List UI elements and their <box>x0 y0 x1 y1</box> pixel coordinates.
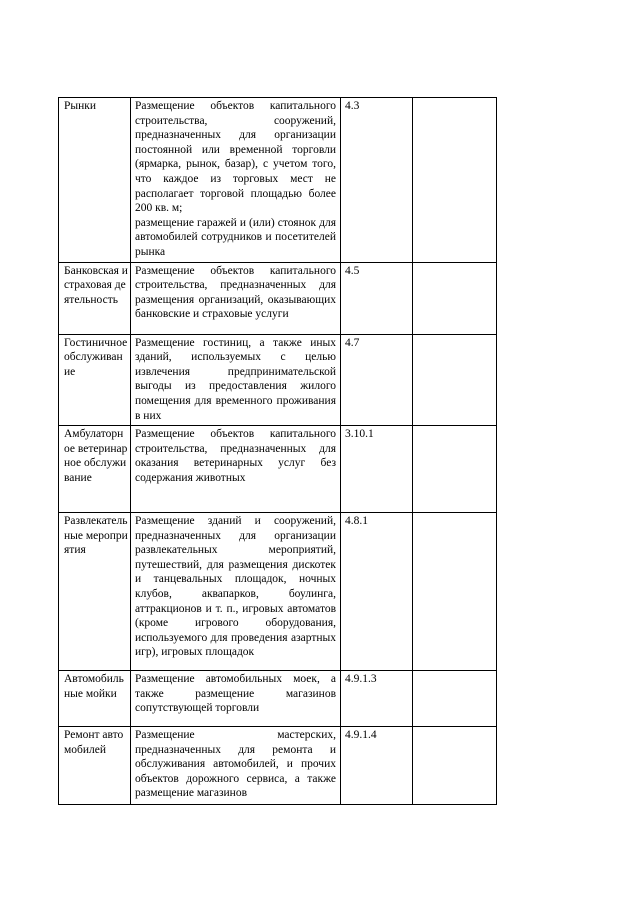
table-body <box>59 98 497 805</box>
table-row <box>59 262 497 334</box>
description-paragraph: Размещение зданий и сооружений, предназначенных для организации развлекательных мероприятий, путешествий, для размещения дискотек и танцевальных площадок, ночных клубов, аквапарков, боулинга, аттракционов и т. п., игровых автоматов (кроме игрового оборудования, используемого для проведения азартных игр), игровых площадок <box>135 515 336 659</box>
use-code-cell: 4.9.1.4 <box>341 727 413 805</box>
empty-cell <box>413 262 497 334</box>
table-row <box>59 513 497 671</box>
description-paragraph: Размещение гостиниц, а также иных зданий, используемых с целью извлечения предпринимательской выгоды из предоставления жилого помещения для временного проживания в них <box>135 336 336 422</box>
use-name-cell: Развлекательные мероприятия <box>59 513 131 671</box>
empty-cell <box>413 671 497 727</box>
empty-cell <box>413 727 497 805</box>
table-row <box>59 98 497 263</box>
use-description-cell <box>131 727 341 805</box>
use-code-cell: 4.8.1 <box>341 513 413 671</box>
use-name-cell: Амбулаторное ветеринарное обслуживание <box>59 426 131 513</box>
description-paragraph: Размещение объектов капитального строительства, сооружений, предназначенных для организации постоянной или временной торговли (ярмарка, рынок, базар), с учетом того, что каждое из торговых мест не располагает торговой площадью более 200 кв. м; <box>135 100 336 215</box>
use-code-cell: 4.9.1.3 <box>341 671 413 727</box>
description-paragraph: Размещение объектов капитального строительства, предназначенных для размещения организаций, оказывающих банковские и страховые услуги <box>135 264 336 321</box>
table-row <box>59 334 497 426</box>
use-name-cell: Автомобильные мойки <box>59 671 131 727</box>
use-description-cell <box>131 98 341 263</box>
table-row <box>59 671 497 727</box>
description-paragraph: размещение гаражей и (или) стоянок для автомобилей сотрудников и посетителей рынка <box>135 216 336 258</box>
use-code-cell: 4.7 <box>341 334 413 426</box>
use-description-cell <box>131 334 341 426</box>
empty-cell <box>413 334 497 426</box>
use-name-cell: Ремонт автомобилей <box>59 727 131 805</box>
use-description-cell <box>131 262 341 334</box>
empty-cell <box>413 426 497 513</box>
description-paragraph: Размещение объектов капитального строительства, предназначенных для оказания ветеринарных услуг без содержания животных <box>135 428 336 484</box>
use-code-cell: 4.3 <box>341 98 413 263</box>
land-use-table <box>58 97 497 805</box>
table-row <box>59 727 497 805</box>
description-paragraph: Размещение мастерских, предназначенных для ремонта и обслуживания автомобилей, и прочих объектов дорожного сервиса, а также размещение магазинов <box>135 729 336 800</box>
use-description-cell <box>131 513 341 671</box>
use-description-cell <box>131 671 341 727</box>
use-code-cell: 3.10.1 <box>341 426 413 513</box>
use-description-cell <box>131 426 341 513</box>
use-name-cell: Рынки <box>59 98 131 263</box>
table-row <box>59 426 497 513</box>
empty-cell <box>413 98 497 263</box>
description-paragraph: Размещение автомобильных моек, а также размещение магазинов сопутствующей торговли <box>135 673 336 715</box>
use-name-cell: Гостиничное обслуживание <box>59 334 131 426</box>
use-name-cell: Банковская и страховая деятельность <box>59 262 131 334</box>
empty-cell <box>413 513 497 671</box>
use-code-cell: 4.5 <box>341 262 413 334</box>
